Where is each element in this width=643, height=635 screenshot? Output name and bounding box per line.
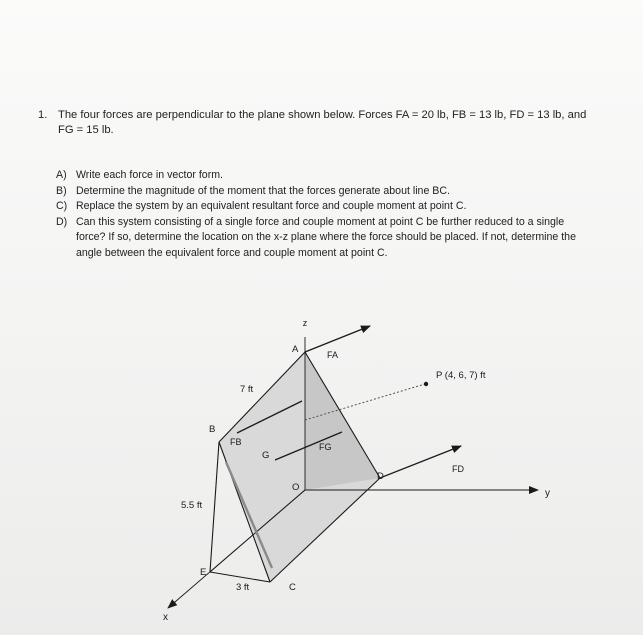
part-b-letter: B) bbox=[56, 184, 67, 197]
part-a-letter: A) bbox=[56, 169, 67, 181]
point-g-label: G bbox=[262, 450, 270, 461]
point-a-label: A bbox=[292, 344, 299, 355]
axis-y-label: y bbox=[545, 488, 550, 499]
force-a-label: FA bbox=[327, 350, 339, 360]
edge-ec bbox=[210, 572, 270, 582]
part-c-text: Replace the system by an equivalent resultant force and couple moment at point C. bbox=[76, 200, 467, 212]
point-d-label: D bbox=[377, 471, 384, 482]
point-p-dot bbox=[424, 382, 428, 386]
force-g-label: FG bbox=[319, 442, 332, 452]
force-d-arrow bbox=[380, 446, 461, 478]
origin-label: O bbox=[292, 482, 300, 493]
point-p-label: P (4, 6, 7) ft bbox=[436, 370, 486, 381]
point-b-label: B bbox=[209, 424, 216, 435]
dimension-5-5ft-label: 5.5 ft bbox=[181, 500, 203, 511]
force-a-arrow bbox=[305, 326, 370, 352]
dimension-7ft-label: 7 ft bbox=[240, 384, 254, 395]
point-c-label: C bbox=[289, 582, 296, 593]
edge-be bbox=[210, 442, 219, 572]
dimension-3ft-label: 3 ft bbox=[236, 582, 250, 593]
part-a-text: Write each force in vector form. bbox=[76, 169, 223, 181]
part-b-text: Determine the magnitude of the moment that the forces generate about line BC. bbox=[76, 184, 450, 197]
axis-z-label: z bbox=[302, 318, 308, 328]
point-e-label: E bbox=[200, 567, 207, 578]
part-c-letter: C) bbox=[56, 200, 68, 212]
force-b-label: FB bbox=[230, 437, 242, 447]
side-face bbox=[305, 352, 380, 490]
part-d-text: Can this system consisting of a single force and couple moment at point C be further reduced to a single force? If so, determine the location on the x-z plane where the force should be placed. If not, determine the angle between the equivalent force and couple moment at point C. bbox=[76, 215, 576, 259]
force-d-label: FD bbox=[452, 464, 464, 474]
axis-x-label: x bbox=[163, 612, 168, 623]
problem-statement: The four forces are perpendicular to the plane shown below. Forces FA = 20 lb, FB = 13 lb, FD = 13 lb, and FG = 15 lb. bbox=[58, 109, 587, 136]
part-d-letter: D) bbox=[56, 215, 68, 228]
problem-number: 1. bbox=[38, 109, 48, 121]
